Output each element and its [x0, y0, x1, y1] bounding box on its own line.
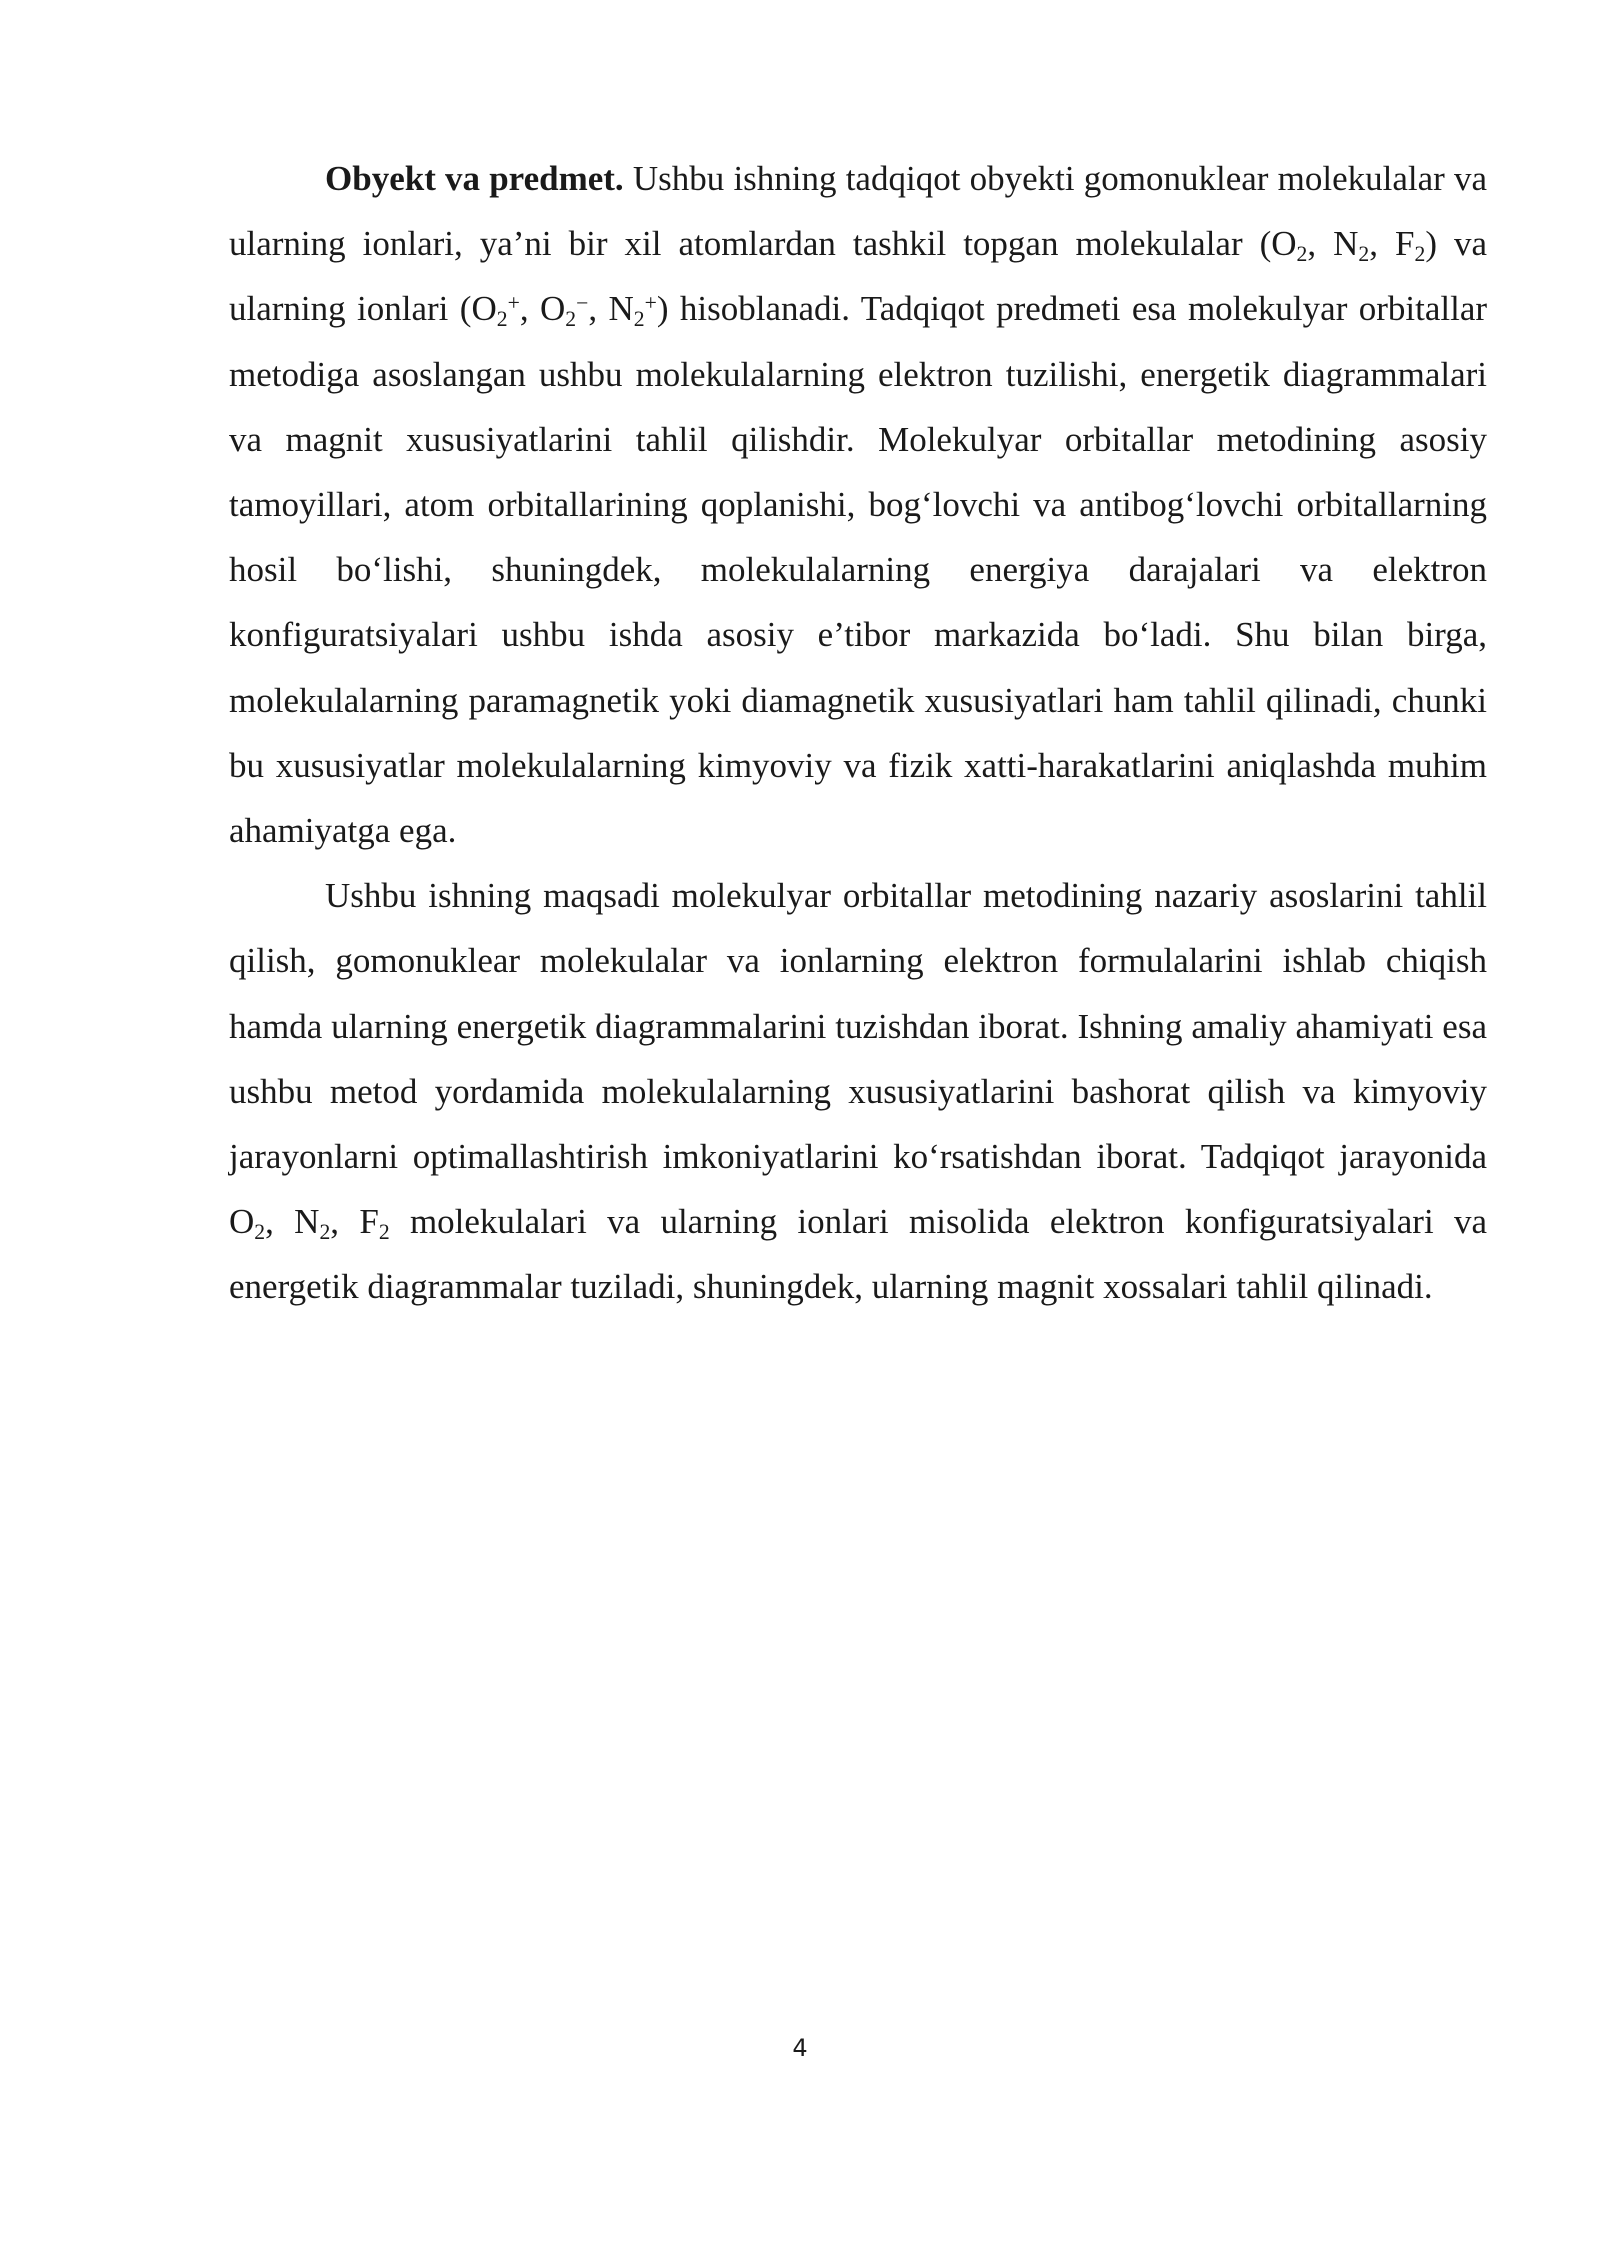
- formula-o2: $O_2$: [229, 1202, 266, 1245]
- formula-f2: $F_2$: [359, 1202, 390, 1245]
- text-run: molekulalari va ularning ionlari misolida elektron konfiguratsiyalari va energetik diagrammalar tuziladi, shuningdek, ularning magnit xossalari tahlil qilinadi.: [229, 1202, 1487, 1307]
- formula-f2: $F_2$: [1395, 224, 1426, 267]
- formula-o2: $O_2$: [1271, 224, 1308, 267]
- paragraph-object-subject: Obyekt va predmet. Ushbu ishning tadqiqot obyekti gomonuklear molekulalar va ularning ionlari, ya’ni bir xil atomlardan tashkil topgan molekulalar ($O_2$, $N_2$, $F_2$) va ularning ionlari ($O_2^+$, $O_2^-$, $N_2^+$) hisoblanadi. Tadqiqot predmeti esa molekulyar orbitallar metodiga asoslangan ushbu molekulalarning elektron tuzilishi, energetik diagrammalari va magnit xususiyatlarini tahlil qilishdir. Molekulyar orbitallar metodining asosiy tamoyillari, atom orbitallarining qoplanishi, bog‘lovchi va antibog‘lovchi orbitallarning hosil bo‘lishi, shuningdek, molekulalarning energiya darajalari va elektron konfiguratsiyalari ushbu ishda asosiy e’tibor markazida bo‘ladi. Shu bilan birga, molekulalarning paramagnetik yoki diamagnetik xususiyatlari ham tahlil qilinadi, chunki bu xususiyatlar molekulalarning kimyoviy va fizik xatti-harakatlarini aniqlashda muhim ahamiyatga ega.: [229, 159, 1488, 851]
- text-run: ) va ularning ionlari (: [229, 224, 1488, 329]
- page-number: 4: [792, 2034, 808, 2062]
- formula-n2: $N_2$: [294, 1202, 331, 1245]
- text-run: ) hisoblanadi. Tadqiqot predmeti esa molekulyar orbitallar metodiga asoslangan ushbu molekulalarning elektron tuzilishi, energetik diagrammalari va magnit xususiyatlarini tahlil qilishdir. Molekulyar orbitallar metodining asosiy tamoyillari, atom orbitallarining qoplanishi, bog‘lovchi va antibog‘lovchi orbitallarning hosil bo‘lishi, shuningdek, molekulalarning energiya darajalari va elektron konfiguratsiyalari ushbu ishda asosiy e’tibor markazida bo‘ladi. Shu bilan birga, molekulalarning paramagnetik yoki diamagnetik xususiyatlari ham tahlil qilinadi, chunki bu xususiyatlar molekulalarning kimyoviy va fizik xatti-harakatlarini aniqlashda muhim ahamiyatga ega.: [229, 289, 1488, 851]
- formula-n2-plus: $N_2^+$: [608, 289, 657, 332]
- text-run: Ushbu ishning maqsadi molekulyar orbitallar metodining nazariy asoslarini tahlil qilish, gomonuklear molekulalar va ionlarning elektron formulalarini ishlab chiqish hamda ularning energetik diagrammalarini tuzishdan iborat. Ishning amaliy ahamiyati esa ushbu metod yordamida molekulalarning xususiyatlarini bashorat qilish va kimyoviy jarayonlarni optimallashtirish imkoniyatlarini ko‘rsatishdan iborat. Tadqiqot jarayonida: [229, 876, 1487, 1177]
- paragraph-goal: Ushbu ishning maqsadi molekulyar orbitallar metodining nazariy asoslarini tahlil qilish, gomonuklear molekulalar va ionlarning elektron formulalarini ishlab chiqish hamda ularning energetik diagrammalarini tuzishdan iborat. Ishning amaliy ahamiyati esa ushbu metod yordamida molekulalarning xususiyatlarini bashorat qilish va kimyoviy jarayonlarni optimallashtirish imkoniyatlarini ko‘rsatishdan iborat. Tadqiqot jarayonida $O_2$, $N_2$, $F_2$ molekulalari va ularning ionlari misolida elektron konfiguratsiyalari va energetik diagrammalar tuziladi, shuningdek, ularning magnit xossalari tahlil qilinadi.: [229, 876, 1487, 1307]
- formula-o2-plus: $O_2^+$: [471, 289, 520, 332]
- paragraph-heading: Obyekt va predmet.: [325, 159, 624, 198]
- text-run: Ushbu ishning tadqiqot obyekti gomonuklear molekulalar va ularning ionlari, ya’ni bir xil atomlardan tashkil topgan molekulalar (: [229, 159, 1487, 264]
- formula-o2-minus: $O_2^-$: [539, 289, 589, 332]
- formula-n2: $N_2$: [1333, 224, 1370, 267]
- document-page: [229, 146, 1487, 1320]
